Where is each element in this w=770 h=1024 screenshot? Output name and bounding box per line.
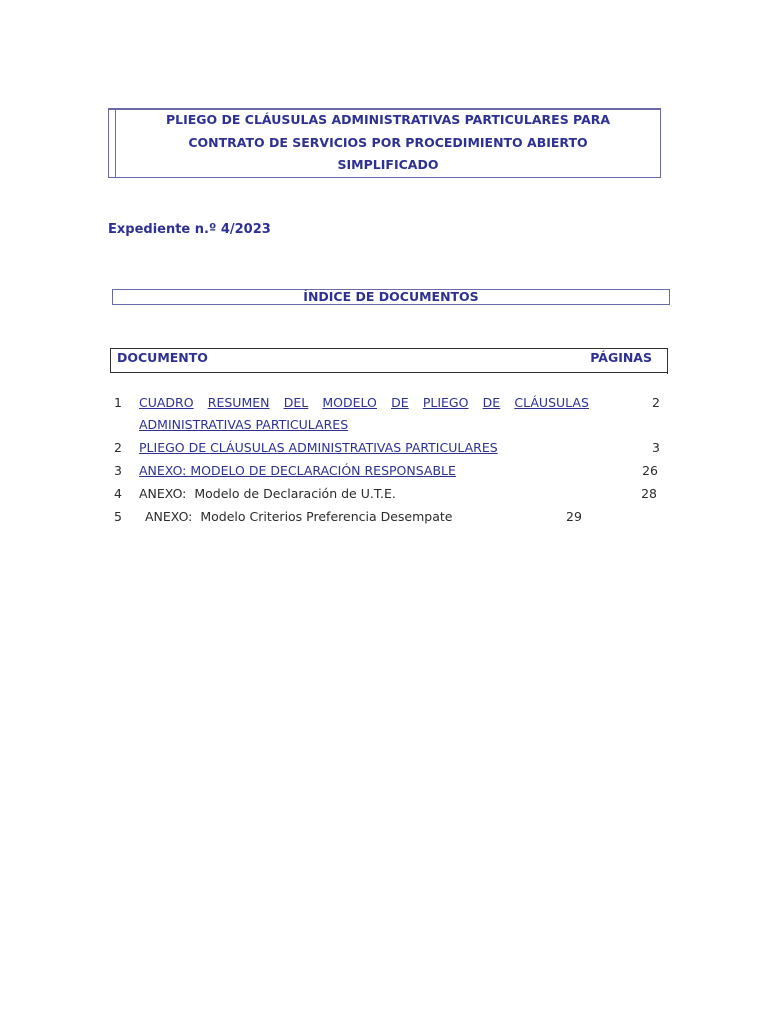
row-5-page: 29 [566, 509, 582, 524]
column-header-paginas: PÁGINAS [590, 350, 652, 365]
row-3-number: 3 [114, 463, 122, 478]
row-1-page: 2 [652, 395, 660, 410]
document-title-box [108, 108, 661, 178]
index-title: ÍNDICE DE DOCUMENTOS [112, 289, 670, 305]
row-3-page: 26 [642, 463, 658, 478]
row-1-number: 1 [114, 395, 122, 410]
row-1-link-line-2[interactable]: ADMINISTRATIVAS PARTICULARES [139, 417, 349, 432]
row-3-link[interactable]: ANEXO: MODELO DE DECLARACIÓN RESPONSABLE [139, 463, 456, 478]
row-1-word: MODELO [322, 395, 377, 410]
row-4-page: 28 [641, 486, 657, 501]
row-1-word: DE [482, 395, 501, 410]
row-4-number: 4 [114, 486, 122, 501]
title-line-1: PLIEGO DE CLÁUSULAS ADMINISTRATIVAS PARTICULARES PARA [165, 112, 611, 127]
row-1-word: CUADRO [139, 395, 194, 410]
table-header [110, 348, 668, 373]
column-header-documento: DOCUMENTO [117, 350, 208, 365]
row-5-number: 5 [114, 509, 122, 524]
row-1-word: CLÁUSULAS [514, 395, 589, 410]
row-4-label: ANEXO: Modelo de Declaración de U.T.E. [139, 486, 396, 501]
row-2-link[interactable]: PLIEGO DE CLÁUSULAS ADMINISTRATIVAS PARTICULARES [139, 440, 498, 455]
row-1-link-line-1[interactable] [139, 395, 589, 410]
title-line-3: SIMPLIFICADO [337, 157, 439, 172]
row-2-number: 2 [114, 440, 122, 455]
row-5-label: ANEXO: Modelo Criterios Preferencia Desempate [145, 509, 453, 524]
row-2-page: 3 [652, 440, 660, 455]
row-1-word: DE [391, 395, 409, 410]
row-1-word: DEL [283, 395, 309, 410]
row-1-word: RESUMEN [207, 395, 270, 410]
expediente-number: Expediente n.º 4/2023 [108, 222, 271, 237]
title-line-2: CONTRATO DE SERVICIOS POR PROCEDIMIENTO ABIERTO [188, 135, 588, 150]
row-1-word: PLIEGO [422, 395, 469, 410]
title-inner-border [115, 110, 660, 177]
